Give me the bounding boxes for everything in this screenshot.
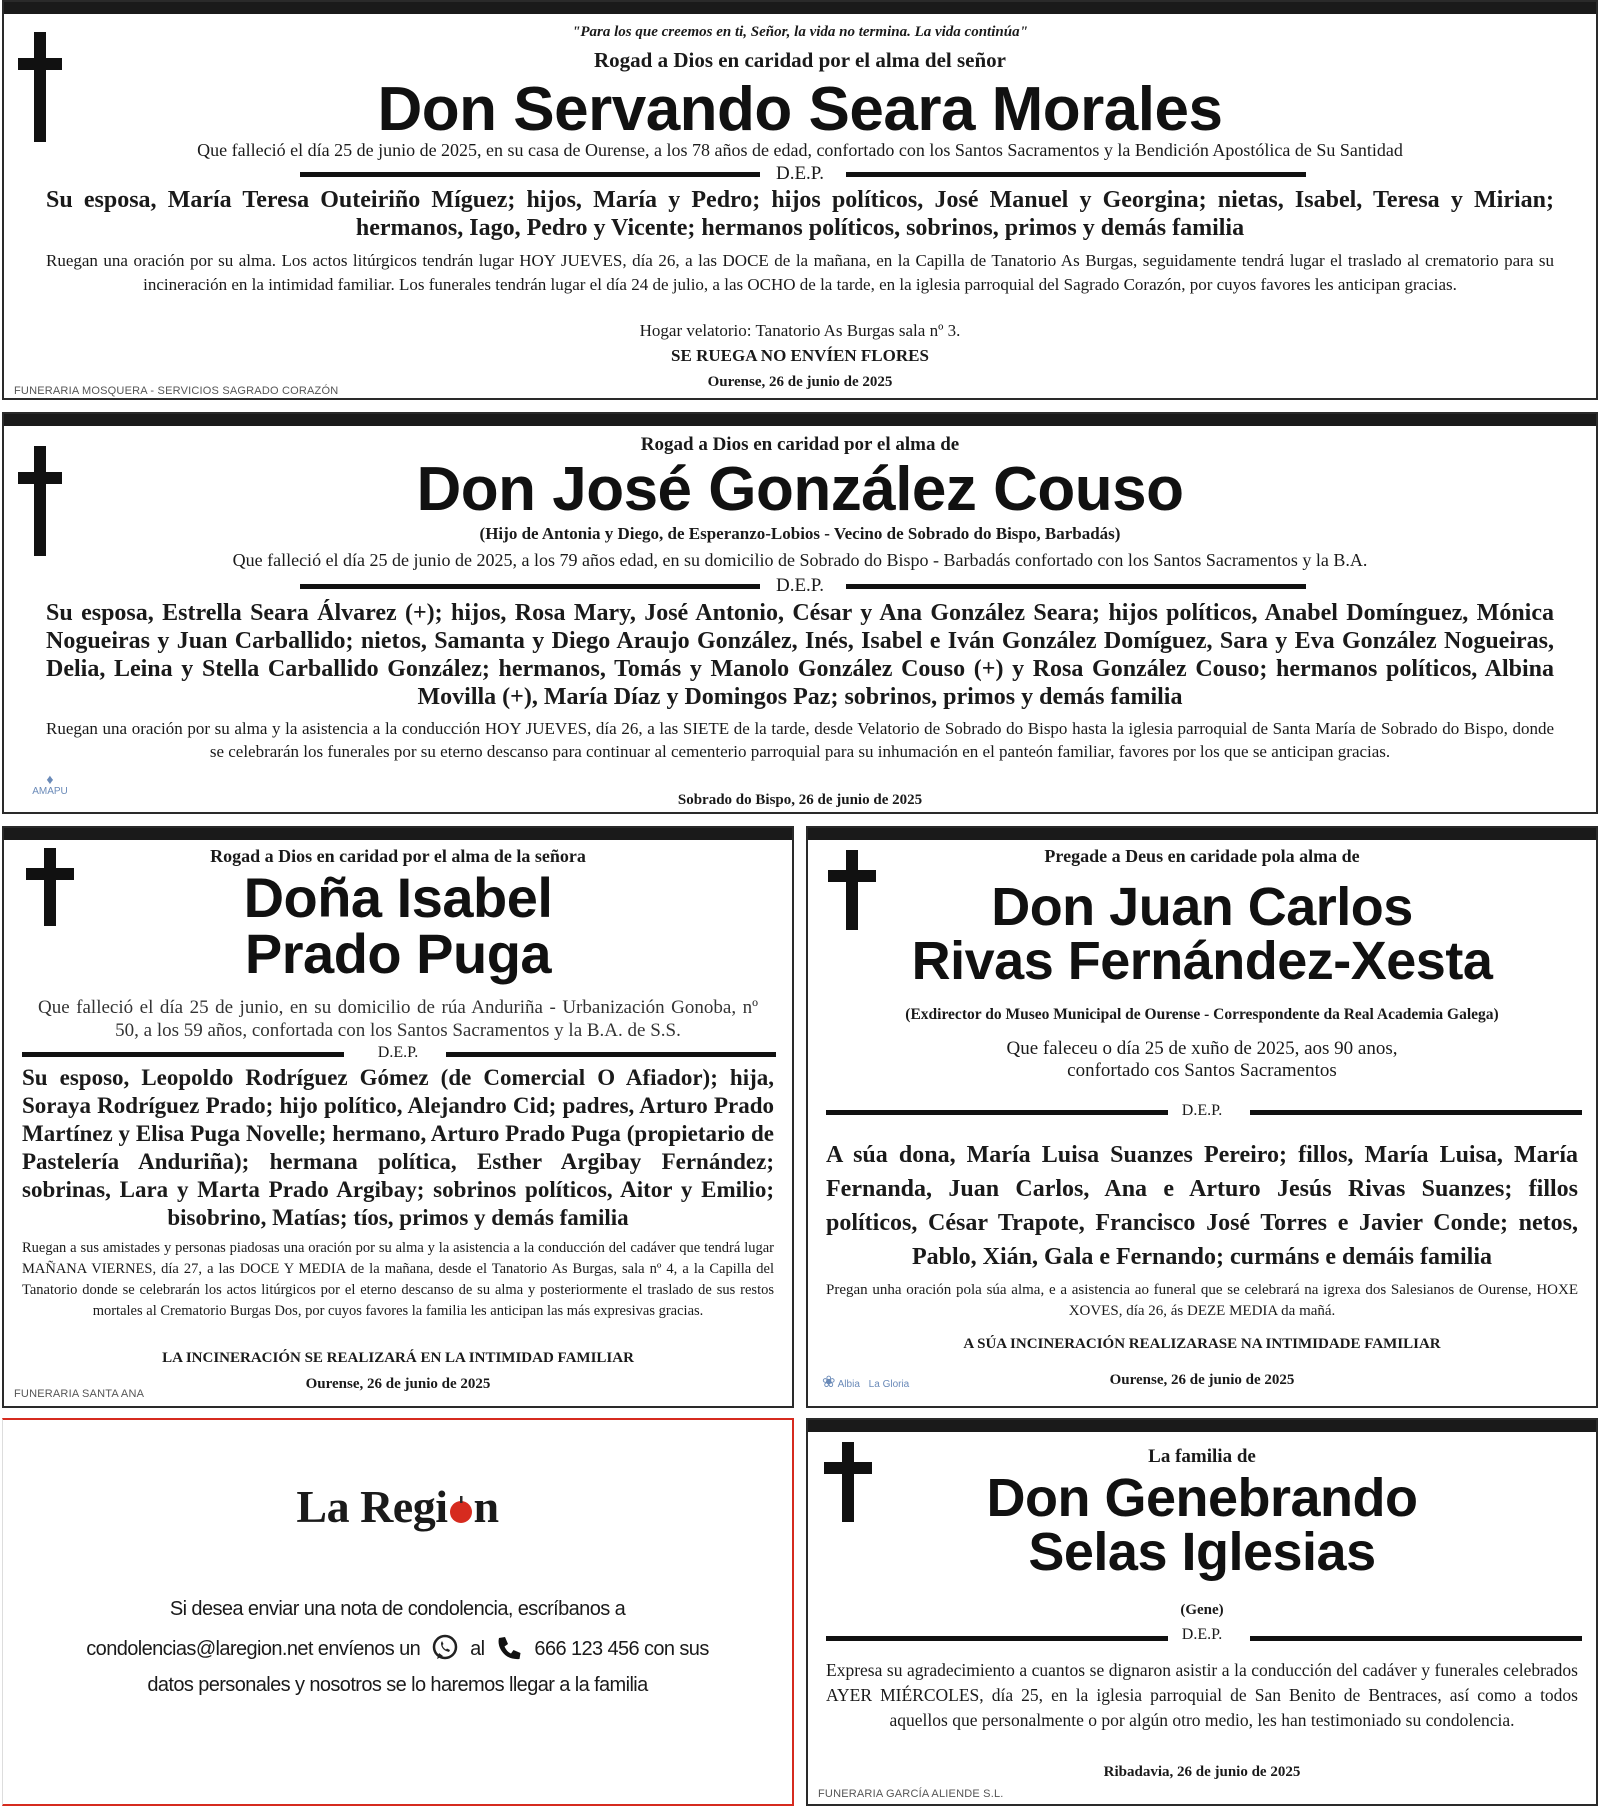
funeral-home-logo: ♦ AMAPU	[32, 771, 68, 797]
family-list: Su esposa, Estrella Seara Álvarez (+); hijos, Rosa Mary, José Antonio, César y Ana González Seara; hijos políticos, Anabel Domínguez, Mónica Nogueiras y Juan Carballido; nietos, Samanta y Diego Araujo González, Inés, Isabel e Iván González Domíguez, Sara y Eva González Nogueiras, Delia, Leina y Stella Carballido González; hermanos, Tomás y Manolo González Couso (+) y Rosa González Couso; hermanos políticos, Albina Movilla (+), María Díaz y Domingos Paz; sobrinos, primos y demás familia	[46, 600, 1554, 710]
intro: Rogad a Dios en caridad por el alma del señor	[593, 48, 1007, 72]
whatsapp-icon	[431, 1634, 459, 1662]
velatorio: Hogar velatorio: Tanatorio As Burgas sala nº 3.	[639, 321, 961, 340]
family-list: Su esposo, Leopoldo Rodríguez Gómez (de Comercial O Afiador); hija, Soraya Rodríguez Prado; hijo político, Alejandro Cid; padres, Arturo Prado Martínez y Elisa Puga Novelle; hermano, Arturo Prado Puga (propietario de Pastelería Anduriña); hermana política, Esther Argibay Fernández; sobrinas, Lara y Marta Prado Argibay; sobrinos políticos, Aitor y Emilio; bisobrino, Matías; tíos, primos y demás familia	[22, 1065, 774, 1230]
obituary-jose-gonzalez	[2, 412, 1598, 814]
funeral-home: FUNERARIA GARCÍA ALIENDE S.L.	[818, 1788, 1004, 1800]
gratitude-text: Expresa su agradecimiento a cuantos se dignaron asistir a la conducción del cadáver y funerales celebrados AYER MIÉRCOLES, día 25, en la iglesia parroquial de San Benito de Bentraces, así como a todos aquellos que personalmente o por algún otro medio, les han testimoniado su condolencia.	[826, 1660, 1578, 1730]
apple-logo-icon	[448, 1482, 474, 1512]
deceased-name-line2: Selas Iglesias	[1028, 1522, 1376, 1582]
deceased-name-line2: Rivas Fernández-Xesta	[911, 931, 1493, 991]
funeral-home: FUNERARIA MOSQUERA - SERVICIOS SAGRADO CORAZÓN	[14, 385, 339, 397]
deceased-name-line1: Don Juan Carlos	[991, 877, 1413, 937]
subtitle: (Hijo de Antonia y Diego, de Esperanzo-Lobios - Vecino de Sobrado do Bispo, Barbadás)	[479, 524, 1121, 543]
deceased-name-line1: Doña Isabel	[243, 866, 553, 929]
dep: D.E.P.	[377, 1044, 419, 1061]
condolence-line3: datos personales y nosotros se lo haremos llegar a la familia	[147, 1674, 648, 1696]
quote: "Para los que creemos en ti, Señor, la vida no termina. La vida continúa"	[572, 24, 1028, 40]
ceremony-details: Ruegan una oración por su alma y la asistencia a la conducción HOY JUEVES, día 26, a las SIETE de la tarde, desde Velatorio de Sobrado do Bispo hasta la iglesia parroquial de Santa María de Sobrado do Bispo, donde se celebrarán los funerales por su eterno descanso para continuar al cementerio parroquial para su inhumación en el panteón familiar, favores por los que se anticipan gracias.	[46, 719, 1554, 761]
top-bar	[808, 1420, 1596, 1432]
obituary-servando-seara	[2, 0, 1598, 400]
place-date: Ribadavia, 26 de junio de 2025	[1103, 1764, 1301, 1780]
death-details-line1: Que faleceu o día 25 de xuño de 2025, aos 90 anos,	[1006, 1038, 1398, 1059]
deceased-name-line1: Don Genebrando	[986, 1468, 1418, 1528]
place-date: Sobrado do Bispo, 26 de junio de 2025	[677, 792, 923, 808]
dep: D.E.P.	[775, 575, 825, 596]
dep: D.E.P.	[1181, 1102, 1223, 1119]
funeral-home-logo: ❀ Albia La Gloria	[822, 1374, 910, 1391]
dep: D.E.P.	[775, 163, 825, 184]
dep: D.E.P.	[1181, 1626, 1223, 1643]
death-details: Que falleció el día 25 de junio de 2025, en su casa de Ourense, a los 78 años de edad, confortado con los Santos Sacramentos y la Bendición Apostólica de Su Santidad	[197, 140, 1403, 160]
death-details: Que falleció el día 25 de junio, en su domicilio de rúa Anduriña - Urbanización Gonoba, nº 50, a los 59 años, confortada con los Santos Sacramentos y la B.A. de S.S.	[38, 997, 758, 1041]
place-date: Ourense, 26 de junio de 2025	[707, 374, 893, 390]
top-bar	[4, 2, 1596, 14]
place-date: Ourense, 26 de junio de 2025	[1109, 1372, 1295, 1388]
death-details-line2: confortado cos Santos Sacramentos	[1067, 1060, 1337, 1081]
condolence-ad	[2, 1418, 794, 1806]
intro: Rogad a Dios en caridad por el alma de la señora	[210, 846, 586, 866]
obituary-genebrando-selas	[806, 1418, 1598, 1806]
deceased-name: Don José González Couso	[416, 455, 1184, 524]
nickname: (Gene)	[1180, 1602, 1224, 1618]
incineration-note: LA INCINERACIÓN SE REALIZARÁ EN LA INTIMIDAD FAMILIAR	[162, 1350, 634, 1366]
condolence-line1: Si desea enviar una nota de condolencia, escríbanos a	[169, 1598, 626, 1620]
ceremony-details: Ruegan a sus amistades y personas piadosas una oración por su alma y la asistencia a la conducción del cadáver que tendrá lugar MAÑANA VIERNES, día 27, a las DOCE Y MEDIA de la mañana, desde el Tanatorio As Burgas, sala nº 4, a la Capilla del Tanatorio donde se celebrarán los actos litúrgicos por el eterno descanso de su alma y posteriormente el traslado de sus restos mortales al Crematorio Burgas Dos, por cuyos favores la familia les anticipan las más expresivas gracias.	[22, 1240, 774, 1319]
deceased-name: Don Servando Seara Morales	[377, 75, 1223, 144]
intro: La familia de	[1148, 1446, 1256, 1467]
deceased-name-line2: Prado Puga	[244, 922, 552, 985]
family-list: Su esposa, María Teresa Outeiriño Míguez; hijos, María y Pedro; hijos políticos, José Manuel y Georgina; nietas, Isabel, Teresa y Mirian; hermanos, Iago, Pedro y Vicente; hermanos políticos, sobrinos, primos y demás familia	[46, 187, 1554, 241]
intro: Pregade a Deus en caridade pola alma de	[1044, 846, 1360, 866]
phone-number-text[interactable]: 666 123 456 con sus	[534, 1638, 709, 1660]
family-list: A súa dona, María Luisa Suanzes Pereiro; fillos, María Luisa, María Fernanda, Juan Carlos, Ana e Arturo Jesús Rivas Suanzes; fillos políticos, César Trapote, Francisco José Torres e Javier Conde; netos, Pablo, Xián, Gala e Fernando; curmáns e demáis familia	[826, 1142, 1578, 1270]
intro: Rogad a Dios en caridad por el alma de	[640, 434, 960, 455]
place-date: Ourense, 26 de junio de 2025	[305, 1376, 491, 1392]
obituary-juan-carlos-rivas	[806, 826, 1598, 1408]
la-region-logo: La Regi n	[296, 1481, 499, 1532]
death-details: Que falleció el día 25 de junio de 2025, a los 79 años edad, en su domicilio de Sobrado do Bispo - Barbadás confortado con los Santos Sacramentos y la B.A.	[232, 550, 1368, 570]
top-bar	[4, 828, 792, 840]
incineration-note: A SÚA INCINERACIÓN REALIZARASE NA INTIMIDADE FAMILIAR	[963, 1336, 1441, 1352]
obituary-isabel-prado	[2, 826, 794, 1408]
flowers-note: SE RUEGA NO ENVÍEN FLORES	[671, 346, 929, 365]
ceremony-details: Pregan unha oración pola súa alma, e a asistencia ao funeral que se celebrará na igrexa dos Salesianos de Ourense, HOXE XOVES, día 26, ás DEZE MEDIA da mañá.	[826, 1282, 1578, 1319]
subtitle: (Exdirector do Museo Municipal de Ourense - Correspondente da Real Academia Galega)	[905, 1006, 1499, 1023]
funeral-home: FUNERARIA SANTA ANA	[14, 1388, 145, 1400]
condolence-line2: condolencias@laregion.net envíenos un al 666 123 456 con sus	[3, 1634, 792, 1662]
top-bar	[4, 414, 1596, 426]
email-text[interactable]: condolencias@laregion.net envíenos un	[86, 1638, 421, 1660]
ceremony-details: Ruegan una oración por su alma. Los actos litúrgicos tendrán lugar HOY JUEVES, día 26, a las DOCE de la mañana, en la Capilla de Tanatorio As Burgas, seguidamente tendrá lugar el traslado al crematorio para su incineración en la intimidad familiar. Los funerales tendrán lugar el día 24 de julio, a las OCHO de la tarde, en la iglesia parroquial del Sagrado Corazón, por cuyos favores les anticipan gracias.	[46, 251, 1554, 294]
phone-icon	[495, 1634, 523, 1662]
top-bar	[808, 828, 1596, 840]
